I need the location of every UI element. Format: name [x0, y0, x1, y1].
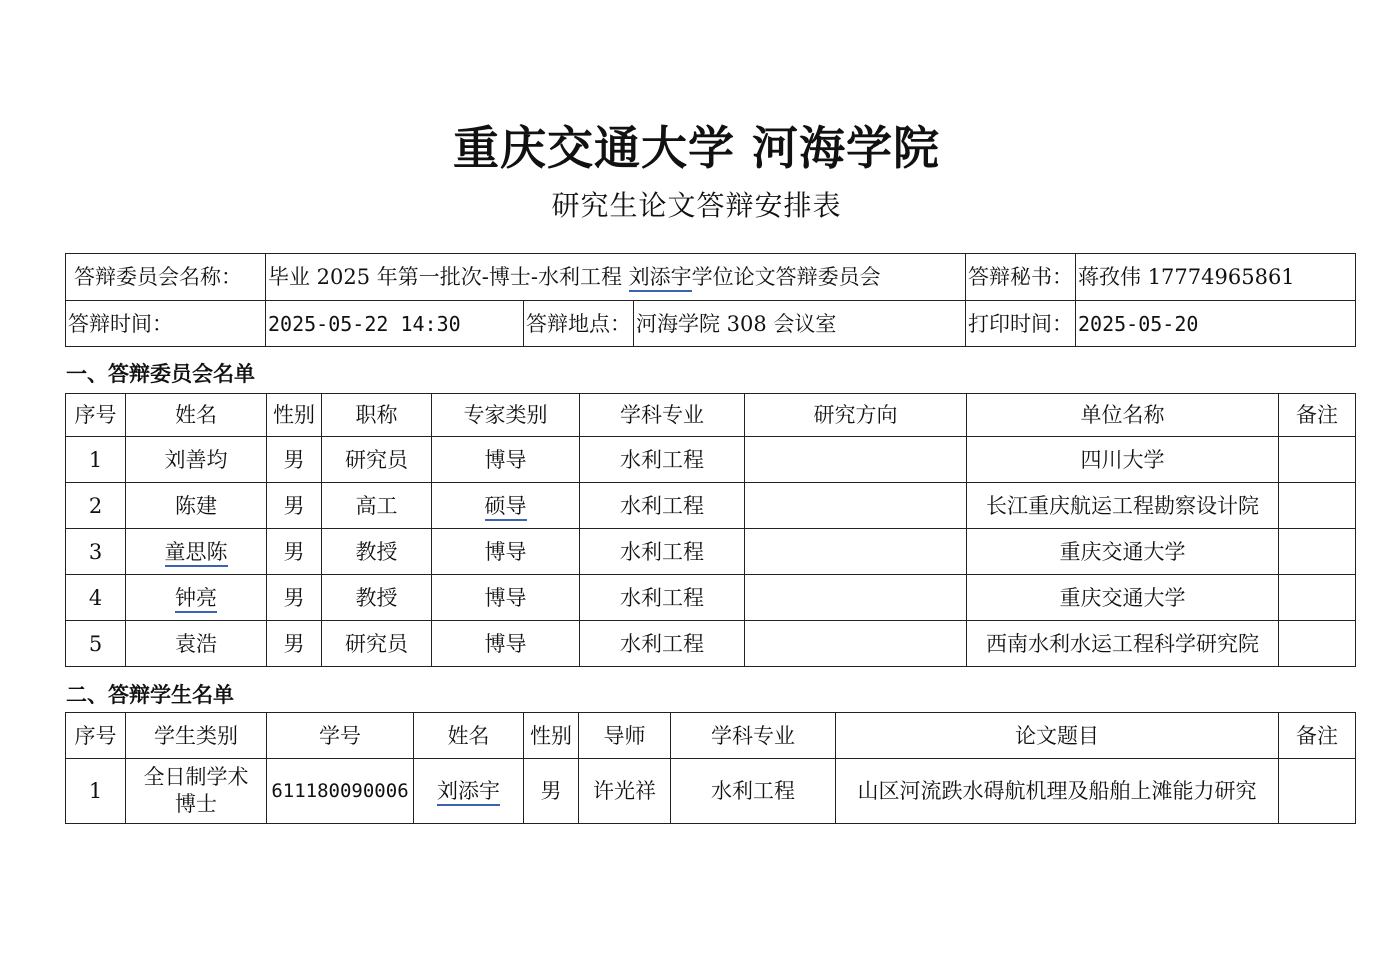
table-cell: 3	[66, 529, 126, 575]
thesis-title-cell: 山区河流跌水碍航机理及船舶上滩能力研究	[836, 759, 1279, 824]
table-cell	[1279, 621, 1356, 667]
table-cell	[432, 483, 580, 529]
committee-name-label: 答辩委员会名称：	[66, 254, 266, 301]
students-header-cell: 姓名	[414, 713, 524, 759]
table-cell: 陈建	[126, 483, 267, 529]
table-row	[66, 483, 1356, 529]
table-cell: 重庆交通大学	[967, 575, 1279, 621]
students-header-cell: 性别	[524, 713, 579, 759]
table-cell	[1279, 529, 1356, 575]
print-time-value: 2025-05-20	[1076, 301, 1356, 347]
table-cell: 男	[267, 437, 322, 483]
table-cell: 1	[66, 759, 126, 824]
table-cell: 男	[267, 529, 322, 575]
table-cell: 水利工程	[580, 575, 745, 621]
info-table	[65, 253, 1356, 347]
committee-table	[65, 393, 1356, 667]
defense-place-value: 河海学院 308 会议室	[634, 301, 966, 347]
table-cell: 研究员	[322, 621, 432, 667]
committee-section-title: 一、答辩委员会名单	[66, 362, 255, 386]
students-header-cell: 学号	[267, 713, 414, 759]
table-cell: 博导	[432, 529, 580, 575]
students-table	[65, 712, 1356, 824]
committee-header-cell: 专家类别	[432, 394, 580, 437]
print-time-label: 打印时间：	[966, 301, 1076, 347]
table-cell	[745, 437, 967, 483]
table-cell: 4	[66, 575, 126, 621]
secretary-label: 答辩秘书：	[966, 254, 1076, 301]
table-cell: 教授	[322, 529, 432, 575]
table-cell	[1279, 437, 1356, 483]
committee-header-cell: 性别	[267, 394, 322, 437]
committee-header-cell: 单位名称	[967, 394, 1279, 437]
student-name-link[interactable]: 刘添宇	[437, 779, 500, 806]
table-cell: 水利工程	[580, 437, 745, 483]
table-cell	[1279, 575, 1356, 621]
expert-type-link[interactable]: 硕导	[485, 494, 527, 521]
table-cell	[745, 575, 967, 621]
table-cell	[126, 575, 267, 621]
committee-header-cell: 职称	[322, 394, 432, 437]
table-cell	[745, 483, 967, 529]
table-row	[66, 759, 1356, 824]
committee-name-value	[266, 254, 966, 301]
defense-place-label: 答辩地点：	[524, 301, 634, 347]
table-cell: 男	[267, 621, 322, 667]
page-subtitle: 研究生论文答辩安排表	[551, 189, 842, 222]
table-cell	[414, 759, 524, 824]
table-cell: 研究员	[322, 437, 432, 483]
table-cell: 水利工程	[580, 483, 745, 529]
table-cell: 全日制学术博士	[126, 759, 267, 824]
table-cell: 刘善均	[126, 437, 267, 483]
table-cell: 许光祥	[579, 759, 671, 824]
defense-time-label: 答辩时间：	[66, 301, 266, 347]
students-header-cell: 序号	[66, 713, 126, 759]
students-header-cell: 导师	[579, 713, 671, 759]
table-cell: 男	[267, 483, 322, 529]
table-cell: 水利工程	[671, 759, 836, 824]
table-cell: 1	[66, 437, 126, 483]
table-cell: 博导	[432, 437, 580, 483]
table-row	[66, 621, 1356, 667]
table-cell: 水利工程	[580, 621, 745, 667]
students-header-cell: 论文题目	[836, 713, 1279, 759]
committee-header-cell: 学科专业	[580, 394, 745, 437]
students-header-cell: 备注	[1279, 713, 1356, 759]
committee-header-cell: 备注	[1279, 394, 1356, 437]
table-cell	[1279, 483, 1356, 529]
table-cell: 重庆交通大学	[967, 529, 1279, 575]
table-cell: 教授	[322, 575, 432, 621]
table-row	[66, 575, 1356, 621]
table-cell: 袁浩	[126, 621, 267, 667]
committee-name-suffix: 学位论文答辩委员会	[691, 265, 881, 289]
table-row	[66, 529, 1356, 575]
table-cell	[126, 529, 267, 575]
students-header-cell: 学科专业	[671, 713, 836, 759]
students-section-title: 二、答辩学生名单	[66, 683, 234, 707]
committee-header-cell: 序号	[66, 394, 126, 437]
table-cell: 高工	[322, 483, 432, 529]
committee-student-link[interactable]: 刘添宇	[629, 265, 692, 292]
table-cell: 西南水利水运工程科学研究院	[967, 621, 1279, 667]
table-cell: 四川大学	[967, 437, 1279, 483]
table-cell: 博导	[432, 621, 580, 667]
table-cell: 5	[66, 621, 126, 667]
students-header-cell: 学生类别	[126, 713, 267, 759]
defense-time-value: 2025-05-22 14:30	[266, 301, 524, 347]
table-cell: 博导	[432, 575, 580, 621]
committee-name-prefix: 毕业 2025 年第一批次-博士-水利工程	[268, 265, 629, 289]
table-cell: 男	[267, 575, 322, 621]
table-cell	[745, 621, 967, 667]
committee-header-cell: 研究方向	[745, 394, 967, 437]
table-cell: 611180090006	[267, 759, 414, 824]
member-name-link[interactable]: 钟亮	[175, 586, 217, 613]
table-cell	[745, 529, 967, 575]
secretary-value: 蒋孜伟 17774965861	[1076, 254, 1356, 301]
table-cell: 长江重庆航运工程勘察设计院	[967, 483, 1279, 529]
table-cell: 水利工程	[580, 529, 745, 575]
table-cell: 男	[524, 759, 579, 824]
page-title: 重庆交通大学 河海学院	[452, 121, 940, 175]
member-name-link[interactable]: 童思陈	[165, 540, 228, 567]
table-cell	[1279, 759, 1356, 824]
committee-header-cell: 姓名	[126, 394, 267, 437]
table-cell: 2	[66, 483, 126, 529]
table-row	[66, 437, 1356, 483]
